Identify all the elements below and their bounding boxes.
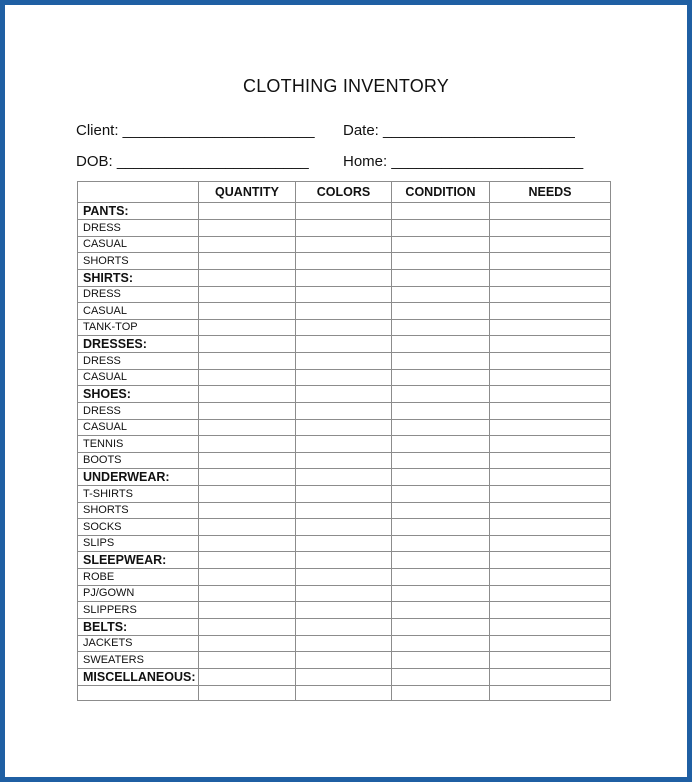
table-row: [78, 319, 611, 336]
colors-cell[interactable]: [296, 569, 392, 586]
quantity-cell[interactable]: [199, 269, 296, 286]
table-row: [78, 369, 611, 386]
needs-cell[interactable]: [490, 353, 611, 370]
colors-cell[interactable]: [296, 452, 392, 469]
header-item-column: [78, 182, 199, 203]
needs-cell[interactable]: [490, 419, 611, 436]
category-label: SHIRTS:: [78, 269, 199, 286]
quantity-cell[interactable]: [199, 685, 296, 700]
table-row: [78, 685, 611, 700]
colors-cell[interactable]: [296, 652, 392, 669]
colors-cell[interactable]: [296, 319, 392, 336]
needs-cell[interactable]: [490, 269, 611, 286]
needs-cell[interactable]: [490, 436, 611, 453]
item-label: SLIPS: [78, 535, 199, 552]
condition-cell[interactable]: [392, 452, 490, 469]
needs-cell[interactable]: [490, 519, 611, 536]
quantity-cell[interactable]: [199, 502, 296, 519]
category-label: MISCELLANEOUS:: [78, 668, 199, 685]
quantity-cell[interactable]: [199, 286, 296, 303]
condition-cell[interactable]: [392, 535, 490, 552]
condition-cell[interactable]: [392, 353, 490, 370]
item-label: TANK-TOP: [78, 319, 199, 336]
condition-cell[interactable]: [392, 569, 490, 586]
quantity-cell[interactable]: [199, 635, 296, 652]
condition-cell[interactable]: [392, 602, 490, 619]
quantity-cell[interactable]: [199, 236, 296, 253]
colors-cell[interactable]: [296, 253, 392, 270]
table-row: [78, 286, 611, 303]
needs-cell[interactable]: [490, 618, 611, 635]
category-row: [78, 668, 611, 685]
inventory-table: [77, 181, 611, 701]
home-field: Home: _______________________: [343, 153, 584, 170]
condition-cell[interactable]: [392, 303, 490, 320]
table-row: [78, 635, 611, 652]
colors-cell[interactable]: [296, 369, 392, 386]
category-row: [78, 269, 611, 286]
quantity-cell[interactable]: [199, 419, 296, 436]
table-row: [78, 220, 611, 237]
category-row: [78, 552, 611, 569]
quantity-cell[interactable]: [199, 253, 296, 270]
condition-cell[interactable]: [392, 286, 490, 303]
table-row: [78, 403, 611, 420]
item-label: CASUAL: [78, 419, 199, 436]
quantity-cell[interactable]: [199, 220, 296, 237]
item-label: DRESS: [78, 403, 199, 420]
condition-cell[interactable]: [392, 502, 490, 519]
needs-cell[interactable]: [490, 552, 611, 569]
quantity-cell[interactable]: [199, 203, 296, 220]
condition-cell[interactable]: [392, 552, 490, 569]
table-row: [78, 303, 611, 320]
client-field: Client: _______________________: [76, 122, 315, 139]
colors-cell[interactable]: [296, 353, 392, 370]
item-label: PJ/GOWN: [78, 585, 199, 602]
date-field: Date: _______________________: [343, 122, 575, 139]
table-row: [78, 652, 611, 669]
colors-cell[interactable]: [296, 220, 392, 237]
category-label: SLEEPWEAR:: [78, 552, 199, 569]
header-quantity: QUANTITY: [199, 182, 296, 203]
condition-cell[interactable]: [392, 269, 490, 286]
item-label: DRESS: [78, 220, 199, 237]
header-condition: CONDITION: [392, 182, 490, 203]
colors-cell[interactable]: [296, 303, 392, 320]
condition-cell[interactable]: [392, 585, 490, 602]
needs-cell[interactable]: [490, 303, 611, 320]
needs-cell[interactable]: [490, 469, 611, 486]
category-label: BELTS:: [78, 618, 199, 635]
table-row: [78, 253, 611, 270]
table-row: [78, 419, 611, 436]
dob-field: DOB: _______________________: [76, 153, 309, 170]
condition-cell[interactable]: [392, 652, 490, 669]
item-label: SOCKS: [78, 519, 199, 536]
table-row: [78, 602, 611, 619]
colors-cell[interactable]: [296, 286, 392, 303]
item-label: ROBE: [78, 569, 199, 586]
item-label: [78, 685, 199, 700]
header-colors: COLORS: [296, 182, 392, 203]
item-label: T-SHIRTS: [78, 486, 199, 503]
condition-cell[interactable]: [392, 486, 490, 503]
needs-cell[interactable]: [490, 502, 611, 519]
table-row: [78, 436, 611, 453]
condition-cell[interactable]: [392, 618, 490, 635]
item-label: JACKETS: [78, 635, 199, 652]
quantity-cell[interactable]: [199, 602, 296, 619]
needs-cell[interactable]: [490, 369, 611, 386]
item-label: SWEATERS: [78, 652, 199, 669]
category-label: SHOES:: [78, 386, 199, 403]
table-header-row: [78, 182, 611, 203]
item-label: SHORTS: [78, 253, 199, 270]
item-label: DRESS: [78, 353, 199, 370]
item-label: SLIPPERS: [78, 602, 199, 619]
colors-cell[interactable]: [296, 618, 392, 635]
condition-cell[interactable]: [392, 469, 490, 486]
condition-cell[interactable]: [392, 436, 490, 453]
category-row: [78, 469, 611, 486]
colors-cell[interactable]: [296, 585, 392, 602]
needs-cell[interactable]: [490, 319, 611, 336]
quantity-cell[interactable]: [199, 486, 296, 503]
table-row: [78, 452, 611, 469]
quantity-cell[interactable]: [199, 369, 296, 386]
condition-cell[interactable]: [392, 220, 490, 237]
colors-cell[interactable]: [296, 635, 392, 652]
table-row: [78, 585, 611, 602]
needs-cell[interactable]: [490, 286, 611, 303]
needs-cell[interactable]: [490, 403, 611, 420]
needs-cell[interactable]: [490, 203, 611, 220]
needs-cell[interactable]: [490, 253, 611, 270]
colors-cell[interactable]: [296, 403, 392, 420]
colors-cell[interactable]: [296, 685, 392, 700]
colors-cell[interactable]: [296, 519, 392, 536]
category-label: PANTS:: [78, 203, 199, 220]
form-title: CLOTHING INVENTORY: [243, 76, 449, 96]
needs-cell[interactable]: [490, 386, 611, 403]
needs-cell[interactable]: [490, 535, 611, 552]
quantity-cell[interactable]: [199, 386, 296, 403]
header-needs: NEEDS: [490, 182, 611, 203]
colors-cell[interactable]: [296, 419, 392, 436]
colors-cell[interactable]: [296, 436, 392, 453]
colors-cell[interactable]: [296, 386, 392, 403]
category-label: UNDERWEAR:: [78, 469, 199, 486]
needs-cell[interactable]: [490, 452, 611, 469]
category-row: [78, 203, 611, 220]
needs-cell[interactable]: [490, 652, 611, 669]
needs-cell[interactable]: [490, 336, 611, 353]
condition-cell[interactable]: [392, 203, 490, 220]
table-row: [78, 502, 611, 519]
quantity-cell[interactable]: [199, 569, 296, 586]
condition-cell[interactable]: [392, 369, 490, 386]
condition-cell[interactable]: [392, 635, 490, 652]
colors-cell[interactable]: [296, 486, 392, 503]
quantity-cell[interactable]: [199, 618, 296, 635]
item-label: TENNIS: [78, 436, 199, 453]
category-row: [78, 336, 611, 353]
quantity-cell[interactable]: [199, 452, 296, 469]
quantity-cell[interactable]: [199, 319, 296, 336]
condition-cell[interactable]: [392, 236, 490, 253]
quantity-cell[interactable]: [199, 436, 296, 453]
quantity-cell[interactable]: [199, 585, 296, 602]
condition-cell[interactable]: [392, 403, 490, 420]
needs-cell[interactable]: [490, 602, 611, 619]
quantity-cell[interactable]: [199, 668, 296, 685]
condition-cell[interactable]: [392, 336, 490, 353]
colors-cell[interactable]: [296, 602, 392, 619]
needs-cell[interactable]: [490, 486, 611, 503]
item-label: SHORTS: [78, 502, 199, 519]
quantity-cell[interactable]: [199, 336, 296, 353]
table-body: [78, 203, 611, 701]
quantity-cell[interactable]: [199, 535, 296, 552]
needs-cell[interactable]: [490, 236, 611, 253]
condition-cell[interactable]: [392, 519, 490, 536]
item-label: BOOTS: [78, 452, 199, 469]
table-row: [78, 535, 611, 552]
colors-cell[interactable]: [296, 535, 392, 552]
item-label: CASUAL: [78, 303, 199, 320]
needs-cell[interactable]: [490, 569, 611, 586]
needs-cell[interactable]: [490, 220, 611, 237]
colors-cell[interactable]: [296, 336, 392, 353]
colors-cell[interactable]: [296, 552, 392, 569]
table-row: [78, 486, 611, 503]
quantity-cell[interactable]: [199, 303, 296, 320]
quantity-cell[interactable]: [199, 469, 296, 486]
item-label: DRESS: [78, 286, 199, 303]
table-row: [78, 519, 611, 536]
item-label: CASUAL: [78, 369, 199, 386]
category-row: [78, 386, 611, 403]
colors-cell[interactable]: [296, 502, 392, 519]
quantity-cell[interactable]: [199, 403, 296, 420]
table-row: [78, 236, 611, 253]
condition-cell[interactable]: [392, 386, 490, 403]
colors-cell[interactable]: [296, 203, 392, 220]
condition-cell[interactable]: [392, 668, 490, 685]
quantity-cell[interactable]: [199, 652, 296, 669]
category-row: [78, 618, 611, 635]
colors-cell[interactable]: [296, 469, 392, 486]
condition-cell[interactable]: [392, 253, 490, 270]
needs-cell[interactable]: [490, 635, 611, 652]
colors-cell[interactable]: [296, 236, 392, 253]
table-row: [78, 353, 611, 370]
quantity-cell[interactable]: [199, 519, 296, 536]
condition-cell[interactable]: [392, 419, 490, 436]
needs-cell[interactable]: [490, 685, 611, 700]
category-label: DRESSES:: [78, 336, 199, 353]
quantity-cell[interactable]: [199, 552, 296, 569]
colors-cell[interactable]: [296, 269, 392, 286]
condition-cell[interactable]: [392, 319, 490, 336]
item-label: CASUAL: [78, 236, 199, 253]
needs-cell[interactable]: [490, 585, 611, 602]
needs-cell[interactable]: [490, 668, 611, 685]
condition-cell[interactable]: [392, 685, 490, 700]
table-row: [78, 569, 611, 586]
colors-cell[interactable]: [296, 668, 392, 685]
quantity-cell[interactable]: [199, 353, 296, 370]
